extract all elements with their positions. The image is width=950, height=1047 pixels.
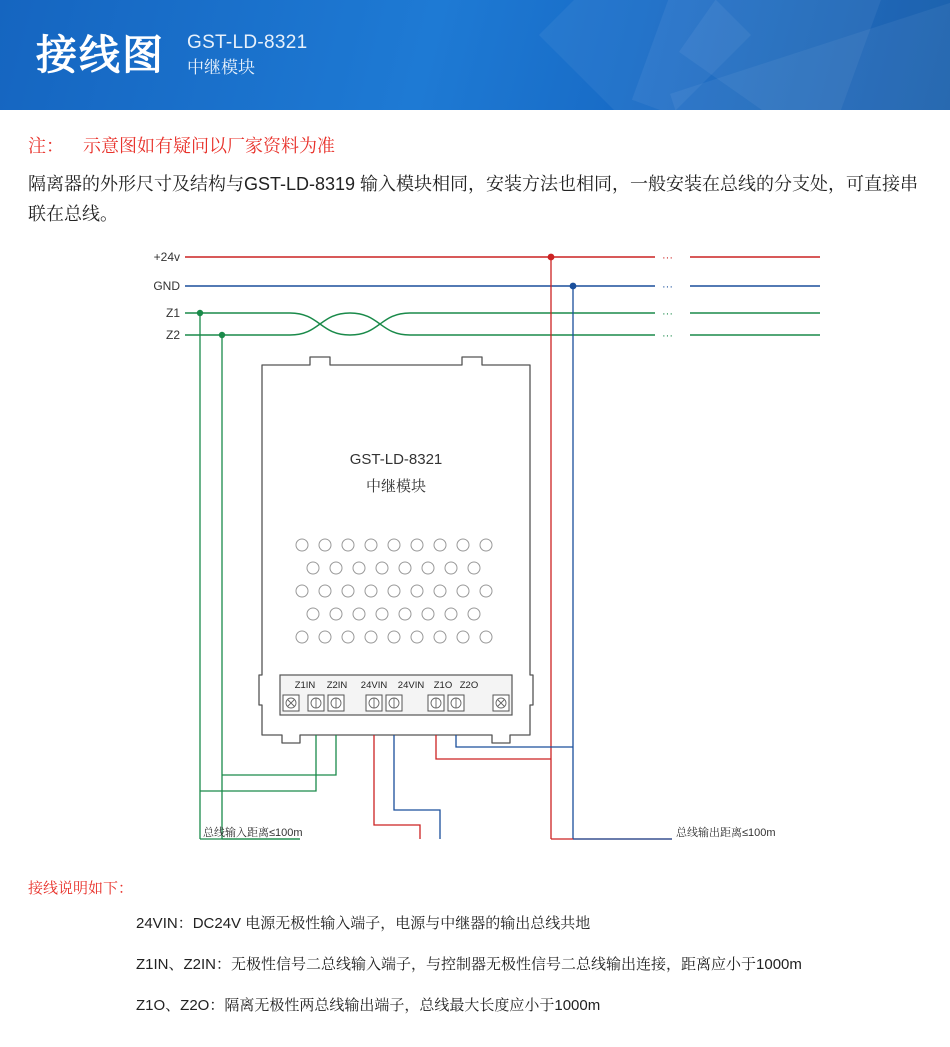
wiring-instruction-item: Z1O、Z2O：隔离无极性两总线输出端子，总线最大长度应小于1000m — [136, 997, 601, 1015]
svg-text:中继模块: 中继模块 — [365, 478, 427, 496]
warning-label: 注： — [28, 136, 64, 156]
product-model: GST-LD-8321 — [187, 31, 308, 53]
svg-text:···: ··· — [662, 308, 673, 321]
svg-text:总线输入距离≤100m: 总线输入距离≤100m — [203, 827, 303, 840]
svg-text:24VIN: 24VIN — [397, 680, 425, 692]
svg-text:···: ··· — [662, 252, 673, 265]
svg-text:GST-LD-8321: GST-LD-8321 — [349, 451, 443, 469]
product-name: 中继模块 — [187, 58, 255, 78]
page-title: 接线图 — [36, 30, 165, 79]
header-subtitle-group — [187, 29, 308, 81]
svg-text:Z1O: Z1O — [433, 680, 453, 692]
svg-text:Z2O: Z2O — [459, 680, 479, 692]
svg-text:+24v: +24v — [153, 250, 180, 265]
wiring-instruction-item: Z1IN、Z2IN：无极性信号二总线输入端子，与控制器无极性信号二总线输出连接，距离应小于1000m — [136, 956, 802, 974]
notes-section — [0, 110, 950, 229]
svg-text:总线输出距离≤100m: 总线输出距离≤100m — [676, 827, 776, 840]
wiring-instructions-title: 接线说明如下： — [28, 880, 134, 898]
description-text: 隔离器的外形尺寸及结构与GST-LD-8319 输入模块相同，安装方法也相同，一般安装在总线的分支处，可直接串联在总线。 — [28, 174, 919, 224]
warning-line — [28, 132, 922, 158]
svg-text:Z2IN: Z2IN — [326, 680, 348, 692]
wiring-instruction-item: 24VIN：DC24V 电源无极性输入端子，电源与中继器的输出总线共地 — [136, 915, 591, 933]
svg-text:···: ··· — [662, 330, 673, 343]
svg-text:···: ··· — [662, 281, 673, 294]
warning-text: 示意图如有疑问以厂家资料为准 — [83, 136, 336, 156]
svg-text:Z1: Z1 — [165, 306, 180, 321]
page-header — [0, 0, 950, 110]
wiring-diagram — [0, 235, 950, 875]
svg-text:Z2: Z2 — [165, 328, 180, 343]
svg-text:Z1IN: Z1IN — [294, 680, 316, 692]
svg-text:24VIN: 24VIN — [360, 680, 388, 692]
svg-text:GND: GND — [153, 279, 180, 294]
wiring-instructions-section — [0, 877, 950, 1015]
